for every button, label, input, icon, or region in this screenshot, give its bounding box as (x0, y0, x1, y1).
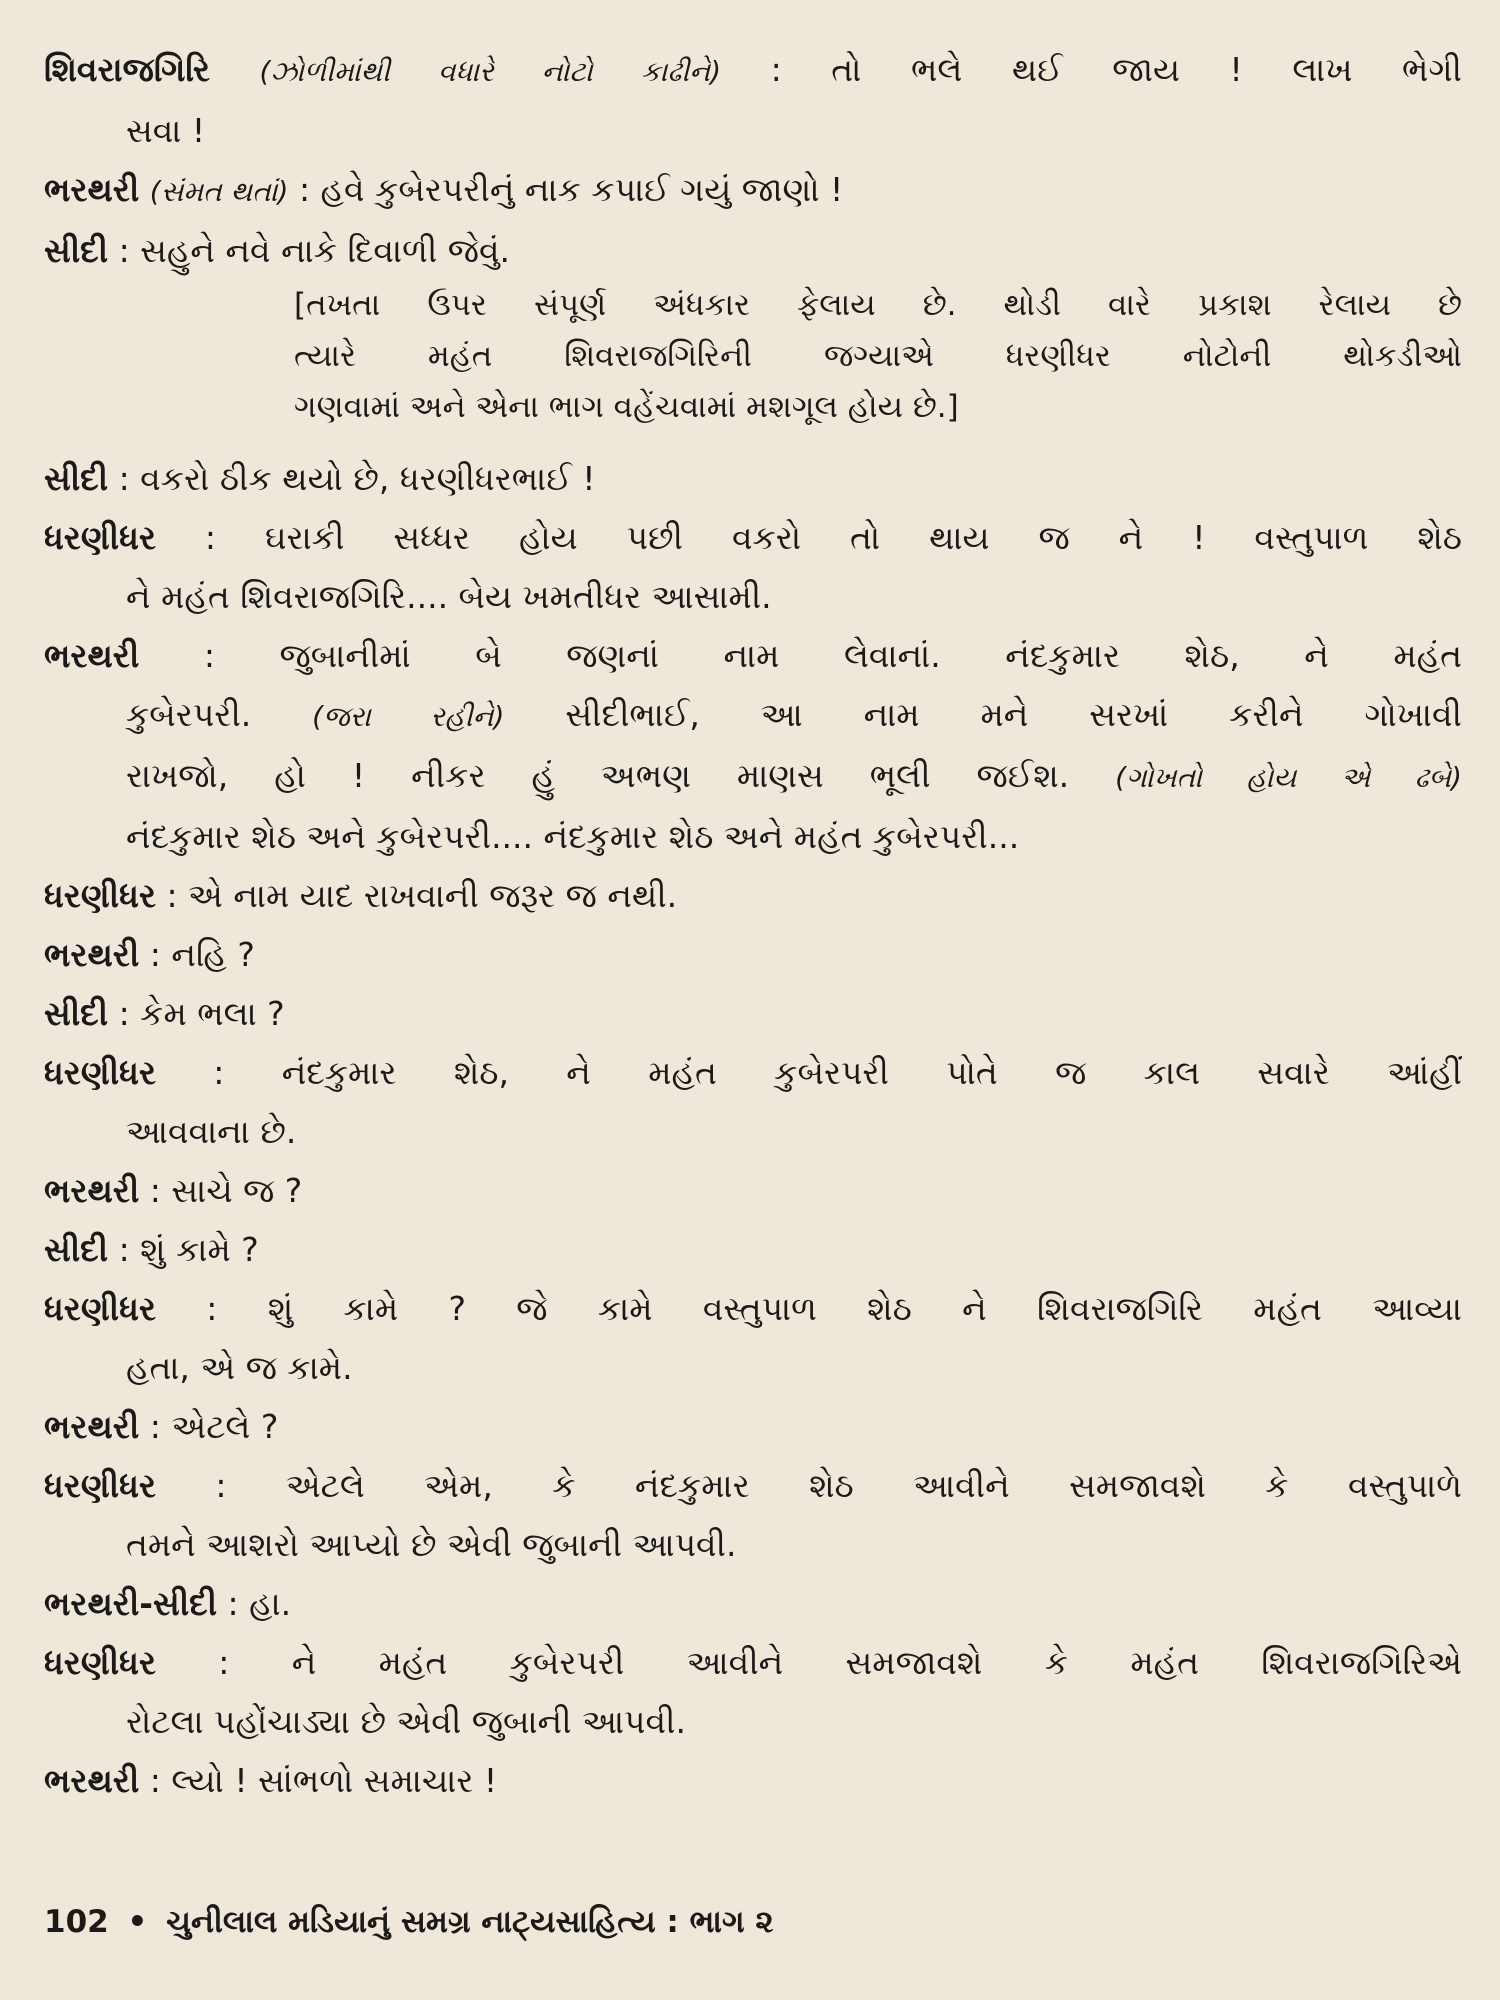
stage-direction: (સંમત થતાં) (149, 175, 289, 208)
dialogue-continuation (44, 1692, 1462, 1751)
speaker-name: ભરથરી (44, 170, 140, 209)
page-number: 102 (44, 1904, 109, 1940)
dialogue-line (44, 925, 1462, 984)
dialogue-line (44, 1043, 1462, 1102)
dialogue-text: તમને આશરો આપ્યો છે એવી જુબાની આપવી. (126, 1525, 737, 1564)
dialogue-continuation (44, 1102, 1462, 1161)
dialogue-line (44, 1279, 1462, 1338)
dialogue-line (44, 1574, 1462, 1633)
dialogue-text: : કેમ ભલા ? (118, 994, 285, 1033)
dialogue-text: : એટલે એમ, કે નંદકુમાર શેઠ આવીને સમજાવશે કે વસ્તુપાળે (215, 1466, 1462, 1505)
dialogue-line (44, 508, 1462, 567)
dialogue-text: : જુબાનીમાં બે જણનાં નામ લેવાનાં. નંદકુમાર શેઠ, ને મહંત (203, 636, 1462, 675)
stage-direction-block-line (44, 382, 1462, 433)
dialogue-text: સીદીભાઈ, આ નામ મને સરખાં કરીને ગોખાવી (565, 695, 1462, 734)
dialogue-text: કુબેરપરી. (126, 695, 252, 734)
speaker-name: ભરથરી (44, 935, 140, 974)
dialogue-text: : સાચે જ ? (149, 1171, 303, 1210)
speaker-name: ધરણીધર (44, 876, 156, 915)
dialogue-text: : લ્યો ! સાંભળો સમાચાર ! (149, 1761, 498, 1800)
dialogue-text: : વકરો ઠીક થયો છે, ધરણીધરભાઈ ! (118, 459, 596, 498)
dialogue-text: રોટલા પહોંચાડ્યા છે એવી જુબાની આપવી. (126, 1702, 686, 1741)
speaker-name: ભરથરી (44, 1761, 140, 1800)
speaker-name: ભરથરી (44, 636, 140, 675)
dialogue-text: : હા. (227, 1584, 292, 1623)
speaker-name: સીદી (44, 459, 109, 498)
stage-direction-text: ત્યારે મહંત શિવરાજગિરિની જગ્યાએ ધરણીધર નોટોની થોકડીઓ (294, 338, 1462, 374)
speaker-name: સીદી (44, 1230, 109, 1269)
speaker-name: ધરણીધર (44, 1289, 156, 1328)
bullet-separator: • (127, 1904, 148, 1940)
dialogue-text: : ને મહંત કુબેરપરી આવીને સમજાવશે કે મહંત શિવરાજગિરિએ (218, 1643, 1462, 1682)
page-footer (44, 1904, 774, 1941)
speaker-name: શિવરાજગિરિ (44, 50, 210, 89)
dialogue-line (44, 1633, 1462, 1692)
speaker-name: સીદી (44, 231, 109, 270)
speaker-name: ધરણીધર (44, 1053, 156, 1092)
dialogue-continuation (44, 807, 1462, 866)
dialogue-line (44, 1161, 1462, 1220)
speaker-name: ભરથરી (44, 1407, 140, 1446)
dialogue-line (44, 160, 1462, 221)
stage-direction-text: [તખતા ઉપર સંપૂર્ણ અંધકાર ફેલાય છે. થોડી વારે પ્રકાશ રેલાય છે (294, 287, 1462, 323)
stage-direction-text: ગણવામાં અને એના ભાગ વહેંચવામાં મશગૂલ હોય છે.] (294, 389, 959, 425)
stage-direction-block-line (44, 331, 1462, 382)
dialogue-line (44, 449, 1462, 508)
dialogue-text: સવા ! (126, 111, 206, 150)
book-title: ચુનીલાલ મડિયાનું સમગ્ર નાટ્યસાહિત્ય : ભાગ ૨ (166, 1904, 774, 1940)
dialogue-continuation (44, 101, 1462, 160)
dialogue-line (44, 1456, 1462, 1515)
dialogue-text: રાખજો, હો ! નીકર હું અભણ માણસ ભૂલી જઈશ. (126, 756, 1070, 795)
dialogue-line (44, 40, 1462, 101)
dialogue-text: : શું કામે ? (118, 1230, 259, 1269)
dialogue-line (44, 1220, 1462, 1279)
speaker-name: ભરથરી-સીદી (44, 1584, 218, 1623)
dialogue-line (44, 1751, 1462, 1810)
dialogue-line (44, 1397, 1462, 1456)
dialogue-continuation (44, 746, 1462, 807)
dialogue-continuation (44, 1515, 1462, 1574)
stage-direction: (ઝોળીમાંથી વધારે નોટો કાઢીને) (259, 55, 722, 88)
dialogue-text: આવવાના છે. (126, 1112, 297, 1151)
dialogue-text: : સહુને નવે નાકે દિવાળી જેવું. (118, 231, 511, 270)
dialogue-text: : શું કામે ? જે કામે વસ્તુપાળ શેઠ ને શિવરાજગિરિ મહંત આવ્યા (206, 1289, 1462, 1328)
dialogue-line (44, 221, 1462, 280)
speaker-name: ધરણીધર (44, 1643, 156, 1682)
dialogue-line (44, 626, 1462, 685)
dialogue-continuation (44, 685, 1462, 746)
stage-direction: (ગોખતો હોય એ ઢબે) (1115, 761, 1462, 794)
dialogue-text: : ઘરાકી સધ્ધર હોય પછી વકરો તો થાય જ ને ! વસ્તુપાળ શેઠ (204, 518, 1462, 557)
dialogue-text: હતા, એ જ કામે. (126, 1348, 353, 1387)
dialogue-text: નંદકુમાર શેઠ અને કુબેરપરી.... નંદકુમાર શેઠ અને મહંત કુબેરપરી... (126, 817, 1020, 856)
dialogue-text: : એ નામ યાદ રાખવાની જરૂર જ નથી. (166, 876, 678, 915)
dialogue-line (44, 866, 1462, 925)
dialogue-text: : હવે કુબેરપરીનું નાક કપાઈ ગયું જાણો ! (298, 170, 844, 209)
speaker-name: ધરણીધર (44, 1466, 156, 1505)
stage-direction-block-line (44, 280, 1462, 331)
dialogue-continuation (44, 567, 1462, 626)
stage-direction: (જરા રહીને) (312, 700, 505, 733)
dialogue-text: : નંદકુમાર શેઠ, ને મહંત કુબેરપરી પોતે જ કાલ સવારે આંહીં (213, 1053, 1462, 1092)
dialogue-text: ને મહંત શિવરાજગિરિ.... બેય ખમતીધર આસામી. (126, 577, 772, 616)
dialogue-continuation (44, 1338, 1462, 1397)
dialogue-text: : તો ભલે થઈ જાય ! લાખ ભેગી (770, 50, 1462, 89)
speaker-name: સીદી (44, 994, 109, 1033)
dialogue-line (44, 984, 1462, 1043)
speaker-name: ધરણીધર (44, 518, 156, 557)
dialogue-text: : નહિ ? (149, 935, 255, 974)
speaker-name: ભરથરી (44, 1171, 140, 1210)
dialogue-text: : એટલે ? (149, 1407, 279, 1446)
